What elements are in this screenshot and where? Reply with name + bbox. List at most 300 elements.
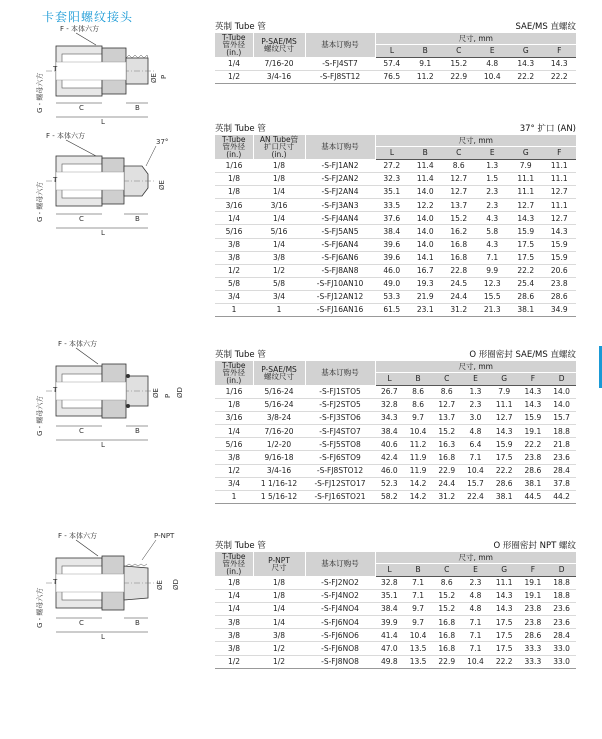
- label-e: ØE: [158, 180, 166, 190]
- table-cell: 14.2: [404, 477, 433, 490]
- table-cell: 8.6: [404, 399, 433, 412]
- column-header-dim: L: [375, 45, 409, 58]
- column-header-dim: G: [490, 373, 519, 386]
- table-cell: 14.3: [519, 399, 548, 412]
- table-cell: 17.5: [509, 238, 543, 251]
- fitting-diagram-sae: [6, 17, 181, 126]
- fitting-diagram-an: [6, 130, 181, 239]
- label-f-hex: F - 本体六方: [60, 25, 100, 33]
- table-cell: 1.3: [476, 160, 510, 173]
- table-cell: 31.2: [432, 490, 461, 503]
- table-cell: 23.6: [547, 616, 576, 629]
- column-header-dim: E: [461, 564, 490, 577]
- table-cell: 1/2: [253, 642, 305, 655]
- part-number-cell: -S-FJ4NO4: [305, 603, 375, 616]
- table-cell: 1/4: [215, 603, 253, 616]
- table-cell: 14.0: [547, 399, 576, 412]
- table-cell: 33.0: [547, 655, 576, 668]
- table-cell: 5.8: [476, 225, 510, 238]
- table-cell: 3/8: [215, 642, 253, 655]
- table-cell: 4.8: [461, 603, 490, 616]
- part-number-cell: -S-FJ8NO8: [305, 655, 375, 668]
- table-cell: 14.3: [509, 212, 543, 225]
- table-cell: 14.0: [409, 225, 443, 238]
- table-cell: 2.3: [476, 199, 510, 212]
- table-row: [215, 225, 576, 238]
- table-row: [215, 399, 576, 412]
- part-number-cell: -S-FJ4ST7: [305, 58, 375, 71]
- column-header-tube: T-Tube 管外径 (in.): [215, 135, 253, 160]
- column-header-part: 基本订购号: [305, 552, 375, 577]
- column-header-size: P-SAE/MS 螺纹尺寸: [253, 361, 305, 386]
- column-header-tube: T-Tube 管外径 (in.): [215, 33, 253, 58]
- table-cell: 1/2: [215, 264, 253, 277]
- table-cell: 11.4: [409, 160, 443, 173]
- table-cell: 17.5: [490, 642, 519, 655]
- column-header-part: 基本订购号: [305, 135, 375, 160]
- table-row: [215, 304, 576, 317]
- table-row: [215, 490, 576, 503]
- table-cell: 10.4: [404, 629, 433, 642]
- part-number-cell: -S-FJ1STO5: [305, 386, 375, 399]
- label-b: B: [135, 215, 140, 223]
- table-cell: 40.6: [375, 438, 404, 451]
- column-header-dim: C: [432, 564, 461, 577]
- part-number-cell: -S-FJ16AN16: [305, 304, 375, 317]
- table-cell: 23.8: [519, 603, 548, 616]
- table-cell: 7.1: [461, 451, 490, 464]
- table-cell: 1/16: [215, 386, 253, 399]
- table-row: [215, 251, 576, 264]
- table-cell: 1/8: [215, 173, 253, 186]
- part-number-cell: -S-FJ3AN3: [305, 199, 375, 212]
- table-cell: 15.7: [461, 477, 490, 490]
- table-cell: 3/8-24: [253, 412, 305, 425]
- table-cell: 19.1: [519, 590, 548, 603]
- label-l: L: [101, 441, 105, 449]
- table-cell: 18.8: [547, 590, 576, 603]
- part-number-cell: -S-FJ6AN4: [305, 238, 375, 251]
- table-title: 英制 Tube 管: [215, 541, 266, 551]
- table-cell: 11.1: [509, 186, 543, 199]
- table-cell: 1/2: [253, 655, 305, 668]
- column-header-dim: F: [519, 373, 548, 386]
- column-header-size: P-NPT 尺寸: [253, 552, 305, 577]
- table-cell: 5/8: [215, 277, 253, 290]
- table-cell: 14.3: [543, 225, 577, 238]
- table-cell: 21.3: [476, 304, 510, 317]
- table-cell: 16.8: [442, 251, 476, 264]
- table-cell: 47.0: [375, 642, 404, 655]
- table-cell: 8.6: [432, 577, 461, 590]
- label-e: ØE: [152, 388, 160, 398]
- table-cell: 22.2: [490, 464, 519, 477]
- fitting-drawing: [6, 338, 184, 449]
- table-cell: 53.3: [375, 290, 409, 303]
- label-f-hex: F - 本体六方: [46, 132, 86, 140]
- part-number-cell: -S-FJ1AN2: [305, 160, 375, 173]
- table-cell: 9.1: [409, 58, 443, 71]
- label-g-nut: G - 螺母六方: [36, 72, 44, 113]
- table-cell: 15.2: [432, 603, 461, 616]
- table-cell: 13.5: [404, 642, 433, 655]
- table-cell: 28.6: [519, 464, 548, 477]
- table-cell: 8.6: [442, 160, 476, 173]
- table-row: [215, 277, 576, 290]
- table-row: [215, 386, 576, 399]
- table-cell: 76.5: [375, 71, 409, 84]
- table-cell: 13.7: [442, 199, 476, 212]
- label-l: L: [101, 633, 105, 641]
- table-cell: 11.2: [409, 71, 443, 84]
- part-number-cell: -S-FJ4AN4: [305, 212, 375, 225]
- table-cell: 4.8: [461, 590, 490, 603]
- table-cell: 18.8: [547, 425, 576, 438]
- table-cell: 1/4: [253, 186, 305, 199]
- table-cell: 14.3: [543, 58, 577, 71]
- label-c: C: [79, 619, 84, 627]
- table-cell: 31.2: [442, 304, 476, 317]
- table-cell: 11.1: [543, 199, 577, 212]
- table-cell: 1/2: [253, 264, 305, 277]
- table-cell: 12.7: [509, 199, 543, 212]
- table-cell: 15.2: [442, 212, 476, 225]
- table-cell: 1/8: [253, 173, 305, 186]
- table-cell: 26.7: [375, 386, 404, 399]
- label-t: T: [53, 65, 58, 73]
- table-cell: 12.7: [442, 173, 476, 186]
- table-cell: 58.2: [375, 490, 404, 503]
- table-cell: 14.3: [490, 425, 519, 438]
- column-header-dimensions: 尺寸, mm: [375, 135, 576, 147]
- table-cell: 19.1: [519, 577, 548, 590]
- table-cell: 15.9: [519, 412, 548, 425]
- table-subtitle: SAE/MS 直螺纹: [515, 22, 576, 32]
- table-cell: 2.3: [461, 577, 490, 590]
- table-cell: 1/4: [253, 238, 305, 251]
- table-cell: 12.7: [490, 412, 519, 425]
- column-header-dim: F: [543, 147, 577, 160]
- table-row: [215, 438, 576, 451]
- table-subtitle: 37° 扩口 (AN): [519, 124, 576, 134]
- table-row: [215, 199, 576, 212]
- table-cell: 32.8: [375, 399, 404, 412]
- table-cell: 9.9: [476, 264, 510, 277]
- table-cell: 1/16: [215, 160, 253, 173]
- table-row: [215, 464, 576, 477]
- fitting-drawing: [6, 17, 181, 126]
- table-cell: 14.0: [547, 386, 576, 399]
- table-cell: 1/4: [253, 616, 305, 629]
- table-row: [215, 264, 576, 277]
- table-cell: 1/8: [253, 590, 305, 603]
- column-header-dim: G: [509, 45, 543, 58]
- table-title: 英制 Tube 管: [215, 22, 266, 32]
- label-g-nut: G - 螺母六方: [36, 181, 44, 222]
- table-cell: 35.1: [375, 186, 409, 199]
- table-cell: 12.7: [543, 186, 577, 199]
- table-cell: 11.1: [543, 160, 577, 173]
- table-cell: 7.1: [476, 251, 510, 264]
- column-header-dim: L: [375, 373, 404, 386]
- page-title: 卡套阳螺纹接头: [42, 10, 134, 24]
- column-header-dim: F: [519, 564, 548, 577]
- table-cell: 12.3: [476, 277, 510, 290]
- table-cell: 3/8: [253, 629, 305, 642]
- table-cell: 4.3: [476, 238, 510, 251]
- table-cell: 1/2: [215, 464, 253, 477]
- table-cell: 15.5: [476, 290, 510, 303]
- column-header-dim: L: [375, 564, 404, 577]
- table-cell: 14.2: [404, 490, 433, 503]
- table-cell: 10.4: [476, 71, 510, 84]
- table-cell: 22.2: [509, 71, 543, 84]
- table-cell: 3/16: [215, 412, 253, 425]
- table-cell: 7.1: [461, 616, 490, 629]
- table-cell: 22.9: [432, 464, 461, 477]
- label-f-hex: F - 本体六方: [58, 340, 98, 348]
- table-row: [215, 477, 576, 490]
- label-p: P: [164, 393, 172, 398]
- table-cell: 49.0: [375, 277, 409, 290]
- table-cell: 34.3: [375, 412, 404, 425]
- table-cell: 13.7: [432, 412, 461, 425]
- table-cell: 1: [253, 304, 305, 317]
- label-b: B: [135, 427, 140, 435]
- table-cell: 3/8: [215, 616, 253, 629]
- table-cell: 14.3: [519, 386, 548, 399]
- table-subtitle: O 形圈密封 SAE/MS 直螺纹: [469, 350, 576, 360]
- table-row: [215, 603, 576, 616]
- table-cell: 12.2: [409, 199, 443, 212]
- table-row: [215, 160, 576, 173]
- table-title: 英制 Tube 管: [215, 350, 266, 360]
- table-cell: 1/8: [215, 399, 253, 412]
- table-row: [215, 71, 576, 84]
- table-cell: 16.8: [432, 616, 461, 629]
- table-cell: 57.4: [375, 58, 409, 71]
- table-cell: 33.3: [519, 655, 548, 668]
- table-row: [215, 616, 576, 629]
- table-cell: 20.6: [543, 264, 577, 277]
- table-cell: 3/16: [215, 199, 253, 212]
- table-cell: 61.5: [375, 304, 409, 317]
- part-number-cell: -S-FJ6NO4: [305, 616, 375, 629]
- part-number-cell: -S-FJ8AN8: [305, 264, 375, 277]
- table-cell: 3/8: [253, 251, 305, 264]
- part-number-cell: -S-FJ10AN10: [305, 277, 375, 290]
- table-cell: 14.0: [409, 238, 443, 251]
- table-cell: 5/16: [215, 438, 253, 451]
- part-number-cell: -S-FJ5STO8: [305, 438, 375, 451]
- table-subtitle: O 形圈密封 NPT 螺纹: [493, 541, 576, 551]
- table-cell: 24.4: [442, 290, 476, 303]
- table-cell: 14.0: [409, 212, 443, 225]
- part-number-cell: -S-FJ16STO21: [305, 490, 375, 503]
- table-cell: 14.1: [409, 251, 443, 264]
- table-cell: 22.2: [543, 71, 577, 84]
- column-header-dim: C: [442, 147, 476, 160]
- label-e: ØE: [156, 580, 164, 590]
- label-g-nut: G - 螺母六方: [36, 395, 44, 436]
- table-cell: 15.9: [490, 438, 519, 451]
- table-cell: 15.9: [543, 238, 577, 251]
- column-header-dim: G: [490, 564, 519, 577]
- table-cell: 33.5: [375, 199, 409, 212]
- table-cell: 42.4: [375, 451, 404, 464]
- table-cell: 7.1: [404, 577, 433, 590]
- table-cell: 3/4-16: [253, 464, 305, 477]
- table-cell: 16.8: [432, 451, 461, 464]
- table-cell: 23.8: [519, 451, 548, 464]
- table-cell: 4.8: [461, 425, 490, 438]
- table-cell: 7/16-20: [253, 58, 305, 71]
- spec-table: [215, 552, 576, 669]
- table-cell: 12.7: [543, 212, 577, 225]
- table-cell: 1.3: [461, 386, 490, 399]
- label-d: ØD: [172, 579, 180, 590]
- table-row: [215, 58, 576, 71]
- table-cell: 3/4: [253, 290, 305, 303]
- table-cell: 38.4: [375, 425, 404, 438]
- column-header-dim: C: [432, 373, 461, 386]
- table-cell: 7.9: [509, 160, 543, 173]
- column-header-dim: E: [476, 147, 510, 160]
- table-cell: 16.8: [432, 642, 461, 655]
- table-cell: 8.6: [404, 386, 433, 399]
- table-cell: 23.1: [409, 304, 443, 317]
- table-cell: 33.0: [547, 642, 576, 655]
- part-number-cell: -S-FJ8ST12: [305, 71, 375, 84]
- label-b: B: [135, 104, 140, 112]
- column-header-dimensions: 尺寸, mm: [375, 361, 576, 373]
- table-cell: 1/4: [253, 212, 305, 225]
- column-header-dim: B: [409, 147, 443, 160]
- table-row: [215, 186, 576, 199]
- column-header-dim: B: [404, 564, 433, 577]
- table-cell: 11.1: [490, 399, 519, 412]
- table-cell: 6.4: [461, 438, 490, 451]
- column-header-dim: B: [404, 373, 433, 386]
- table-block: [215, 122, 576, 317]
- table-cell: 46.0: [375, 464, 404, 477]
- table-cell: 1: [215, 304, 253, 317]
- table-cell: 3.0: [461, 412, 490, 425]
- table-cell: 1/2: [215, 71, 253, 84]
- part-number-cell: -S-FJ5AN5: [305, 225, 375, 238]
- table-cell: 3/4: [215, 290, 253, 303]
- column-header-part: 基本订购号: [305, 361, 375, 386]
- table-cell: 9.7: [404, 603, 433, 616]
- table-cell: 15.2: [432, 425, 461, 438]
- table-cell: 44.2: [547, 490, 576, 503]
- table-cell: 38.1: [519, 477, 548, 490]
- table-cell: 3/8: [215, 629, 253, 642]
- table-cell: 28.6: [519, 629, 548, 642]
- table-cell: 17.5: [509, 251, 543, 264]
- table-cell: 17.5: [490, 629, 519, 642]
- label-g-nut: G - 螺母六方: [36, 587, 44, 628]
- table-cell: 10.4: [461, 464, 490, 477]
- table-cell: 1/2-20: [253, 438, 305, 451]
- table-cell: 4.8: [476, 58, 510, 71]
- column-header-dim: E: [476, 45, 510, 58]
- table-cell: 3/8: [215, 251, 253, 264]
- label-t: T: [53, 386, 58, 394]
- table-cell: 17.5: [490, 451, 519, 464]
- table-cell: 23.8: [543, 277, 577, 290]
- table-row: [215, 425, 576, 438]
- table-cell: 11.9: [404, 451, 433, 464]
- column-header-dim: D: [547, 564, 576, 577]
- fitting-drawing: [6, 130, 181, 235]
- fitting-diagram-o-ring-sae: [6, 338, 184, 452]
- label-t: T: [53, 578, 58, 586]
- table-cell: 28.4: [547, 464, 576, 477]
- table-cell: 15.7: [547, 412, 576, 425]
- table-cell: 5/16: [253, 225, 305, 238]
- table-cell: 22.2: [509, 264, 543, 277]
- table-cell: 19.1: [519, 425, 548, 438]
- table-row: [215, 655, 576, 668]
- table-row: [215, 451, 576, 464]
- table-cell: 38.4: [375, 603, 404, 616]
- table-cell: 39.6: [375, 251, 409, 264]
- table-cell: 1/4: [215, 590, 253, 603]
- table-cell: 3/8: [215, 451, 253, 464]
- table-cell: 1/4: [215, 212, 253, 225]
- table-cell: 22.2: [519, 438, 548, 451]
- table-cell: 11.1: [509, 173, 543, 186]
- table-cell: 14.3: [490, 603, 519, 616]
- table-cell: 10.4: [404, 425, 433, 438]
- table-cell: 5/16: [215, 225, 253, 238]
- table-row: [215, 642, 576, 655]
- table-cell: 16.3: [432, 438, 461, 451]
- table-cell: 15.9: [543, 251, 577, 264]
- part-number-cell: -S-FJ2AN4: [305, 186, 375, 199]
- table-cell: 1/8: [215, 186, 253, 199]
- table-cell: 3/4-16: [253, 71, 305, 84]
- table-cell: 5/16-24: [253, 386, 305, 399]
- table-row: [215, 590, 576, 603]
- column-header-size: AN Tube管 扩口尺寸 (in.): [253, 135, 305, 160]
- table-cell: 9.7: [404, 616, 433, 629]
- label-angle: 37°: [156, 138, 169, 146]
- table-row: [215, 629, 576, 642]
- table-cell: 11.2: [404, 438, 433, 451]
- column-header-dim: L: [375, 147, 409, 160]
- label-f-hex: F - 本体六方: [58, 532, 98, 540]
- table-row: [215, 577, 576, 590]
- label-p: P: [160, 74, 168, 79]
- table-cell: 13.5: [404, 655, 433, 668]
- table-cell: 22.9: [442, 71, 476, 84]
- table-cell: 27.2: [375, 160, 409, 173]
- table-cell: 17.5: [490, 616, 519, 629]
- table-cell: 39.9: [375, 616, 404, 629]
- table-cell: 7/16-20: [253, 425, 305, 438]
- table-cell: 16.7: [409, 264, 443, 277]
- table-cell: 24.4: [432, 477, 461, 490]
- spec-table: [215, 361, 576, 504]
- table-cell: 38.1: [509, 304, 543, 317]
- part-number-cell: -S-FJ12AN12: [305, 290, 375, 303]
- table-block: [215, 539, 576, 669]
- table-cell: 21.9: [409, 290, 443, 303]
- table-cell: 21.8: [547, 438, 576, 451]
- table-cell: 15.2: [432, 590, 461, 603]
